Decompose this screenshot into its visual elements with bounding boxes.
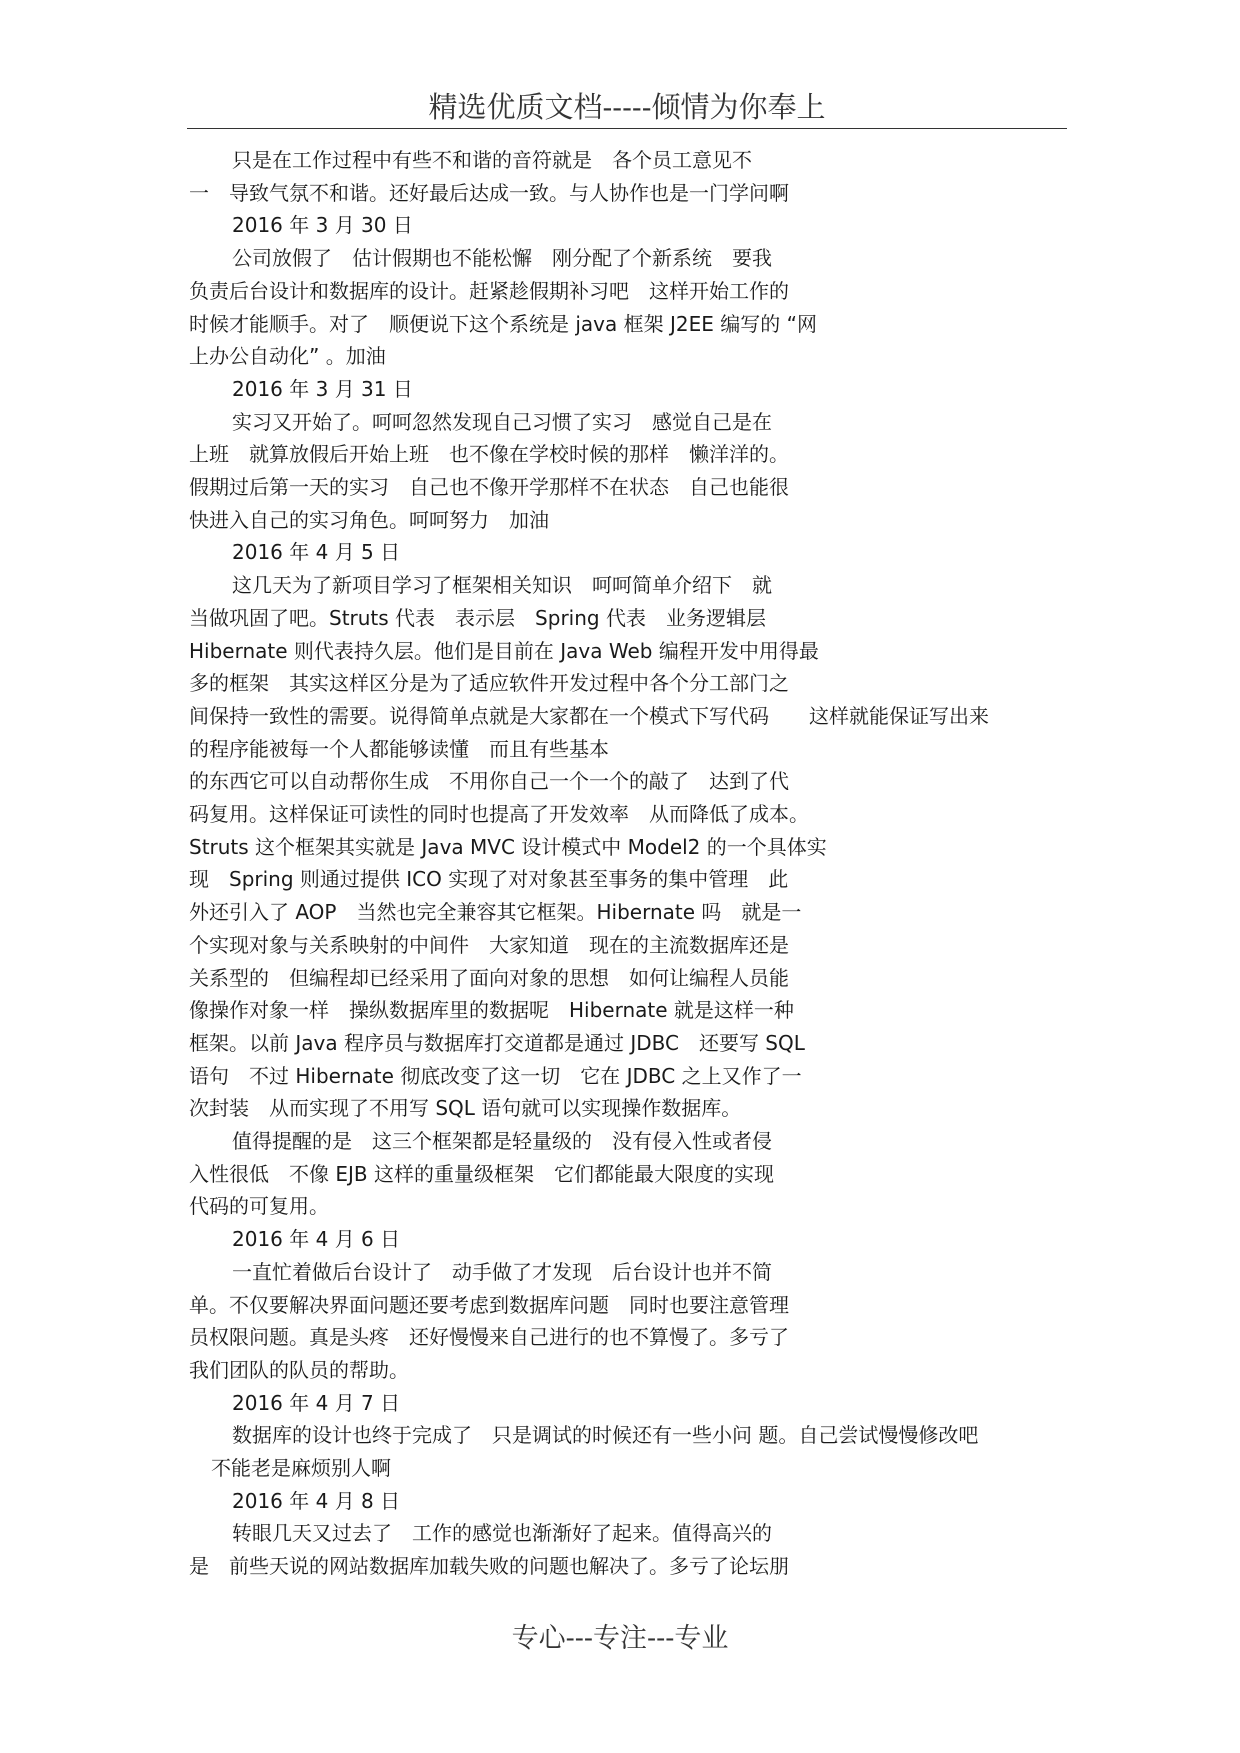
text-line: 负责后台设计和数据库的设计。赶紧趁假期补习吧 这样开始工作的 — [189, 278, 789, 303]
text-line: 2016 年 4 月 5 日 — [232, 540, 401, 565]
text-line: 公司放假了 估计假期也不能松懈 刚分配了个新系统 要我 — [232, 246, 772, 271]
text-line: 上班 就算放假后开始上班 也不像在学校时候的那样 懒洋洋的。 — [189, 442, 789, 467]
text-line: 员权限问题。真是头疼 还好慢慢来自己进行的也不算慢了。多亏了 — [189, 1325, 789, 1350]
page-header — [187, 88, 1067, 129]
text-line: 间保持一致性的需要。说得简单点就是大家都在一个模式下写代码 这样就能保证写出来 — [189, 703, 989, 728]
text-line: 2016 年 4 月 7 日 — [232, 1390, 401, 1415]
text-line: 外还引入了 AOP 当然也完全兼容其它框架。Hibernate 吗 就是一 — [189, 900, 802, 925]
text-line: 假期过后第一天的实习 自己也不像开学那样不在状态 自己也能很 — [189, 475, 789, 499]
text-line: 值得提醒的是 这三个框架都是轻量级的 没有侵入性或者侵 — [232, 1129, 772, 1153]
text-line: 入性很低 不像 EJB 这样的重量级框架 它们都能最大限度的实现 — [189, 1161, 774, 1186]
text-line: 2016 年 4 月 6 日 — [232, 1227, 401, 1252]
text-line: 语句 不过 Hibernate 彻底改变了这一切 它在 JDBC 之上又作了一 — [189, 1063, 802, 1088]
text-line: 像操作对象一样 操纵数据库里的数据呢 Hibernate 就是这样一种 — [189, 998, 794, 1023]
text-line: 我们团队的队员的帮助。 — [189, 1357, 409, 1382]
text-line: 快进入自己的实习角色。呵呵努力 加油 — [189, 507, 549, 532]
text-line: Hibernate 则代表持久层。他们是目前在 Java Web 编程开发中用得最 — [189, 638, 819, 663]
text-line: 2016 年 3 月 31 日 — [232, 376, 413, 401]
text-line: Struts 这个框架其实就是 Java MVC 设计模式中 Model2 的一个具体实 — [189, 834, 827, 859]
text-line: 2016 年 4 月 8 日 — [232, 1488, 401, 1513]
header-title: 精选优质文档-----倾情为你奉上 — [428, 90, 826, 124]
text-line: 当做巩固了吧。Struts 代表 表示层 Spring 代表 业务逻辑层 — [189, 605, 766, 630]
text-line: 这几天为了新项目学习了框架相关知识 呵呵简单介绍下 就 — [232, 573, 772, 598]
text-line: 2016 年 3 月 30 日 — [232, 213, 413, 238]
text-line: 的东西它可以自动帮你生成 不用你自己一个一个的敲了 达到了代 — [189, 769, 789, 794]
text-line: 是 前些天说的网站数据库加载失败的问题也解决了。多亏了论坛朋 — [189, 1554, 789, 1579]
text-line: 框架。以前 Java 程序员与数据库打交道都是通过 JDBC 还要写 SQL — [189, 1030, 805, 1055]
text-line: 一 导致气氛不和谐。还好最后达成一致。与人协作也是一门学问啊 — [189, 180, 789, 205]
text-line: 次封装 从而实现了不用写 SQL 语句就可以实现操作数据库。 — [189, 1096, 742, 1121]
text-line: 现 Spring 则通过提供 ICO 实现了对对象甚至事务的集中管理 此 — [189, 867, 789, 892]
text-line: 的程序能被每一个人都能够读懂 而且有些基本 — [189, 736, 609, 761]
text-line: 只是在工作过程中有些不和谐的音符就是 各个员工意见不 — [232, 148, 752, 172]
text-line: 上办公自动化” 。加油 — [189, 344, 386, 369]
text-line: 数据库的设计也终于完成了 只是调试的时候还有一些小问 题。自己尝试慢慢修改吧 — [232, 1423, 979, 1448]
text-line: 码复用。这样保证可读性的同时也提高了开发效率 从而降低了成本。 — [189, 802, 809, 826]
text-line: 代码的可复用。 — [189, 1194, 329, 1219]
text-line: 时候才能顺手。对了 顺便说下这个系统是 java 框架 J2EE 编写的 “网 — [189, 311, 817, 336]
page-footer: 专心---专注---专业 — [511, 1623, 729, 1654]
text-line: 不能老是麻烦别人啊 — [211, 1456, 391, 1480]
text-line: 一直忙着做后台设计了 动手做了才发现 后台设计也并不简 — [232, 1259, 772, 1284]
text-line: 实习又开始了。呵呵忽然发现自己习惯了实习 感觉自己是在 — [232, 409, 772, 434]
text-line: 转眼几天又过去了 工作的感觉也渐渐好了起来。值得高兴的 — [232, 1521, 772, 1546]
text-line: 个实现对象与关系映射的中间件 大家知道 现在的主流数据库还是 — [189, 932, 789, 957]
text-line: 单。不仅要解决界面问题还要考虑到数据库问题 同时也要注意管理 — [189, 1292, 789, 1317]
text-line: 多的框架 其实这样区分是为了适应软件开发过程中各个分工部门之 — [189, 671, 789, 696]
text-line: 关系型的 但编程却已经采用了面向对象的思想 如何让编程人员能 — [189, 965, 789, 990]
